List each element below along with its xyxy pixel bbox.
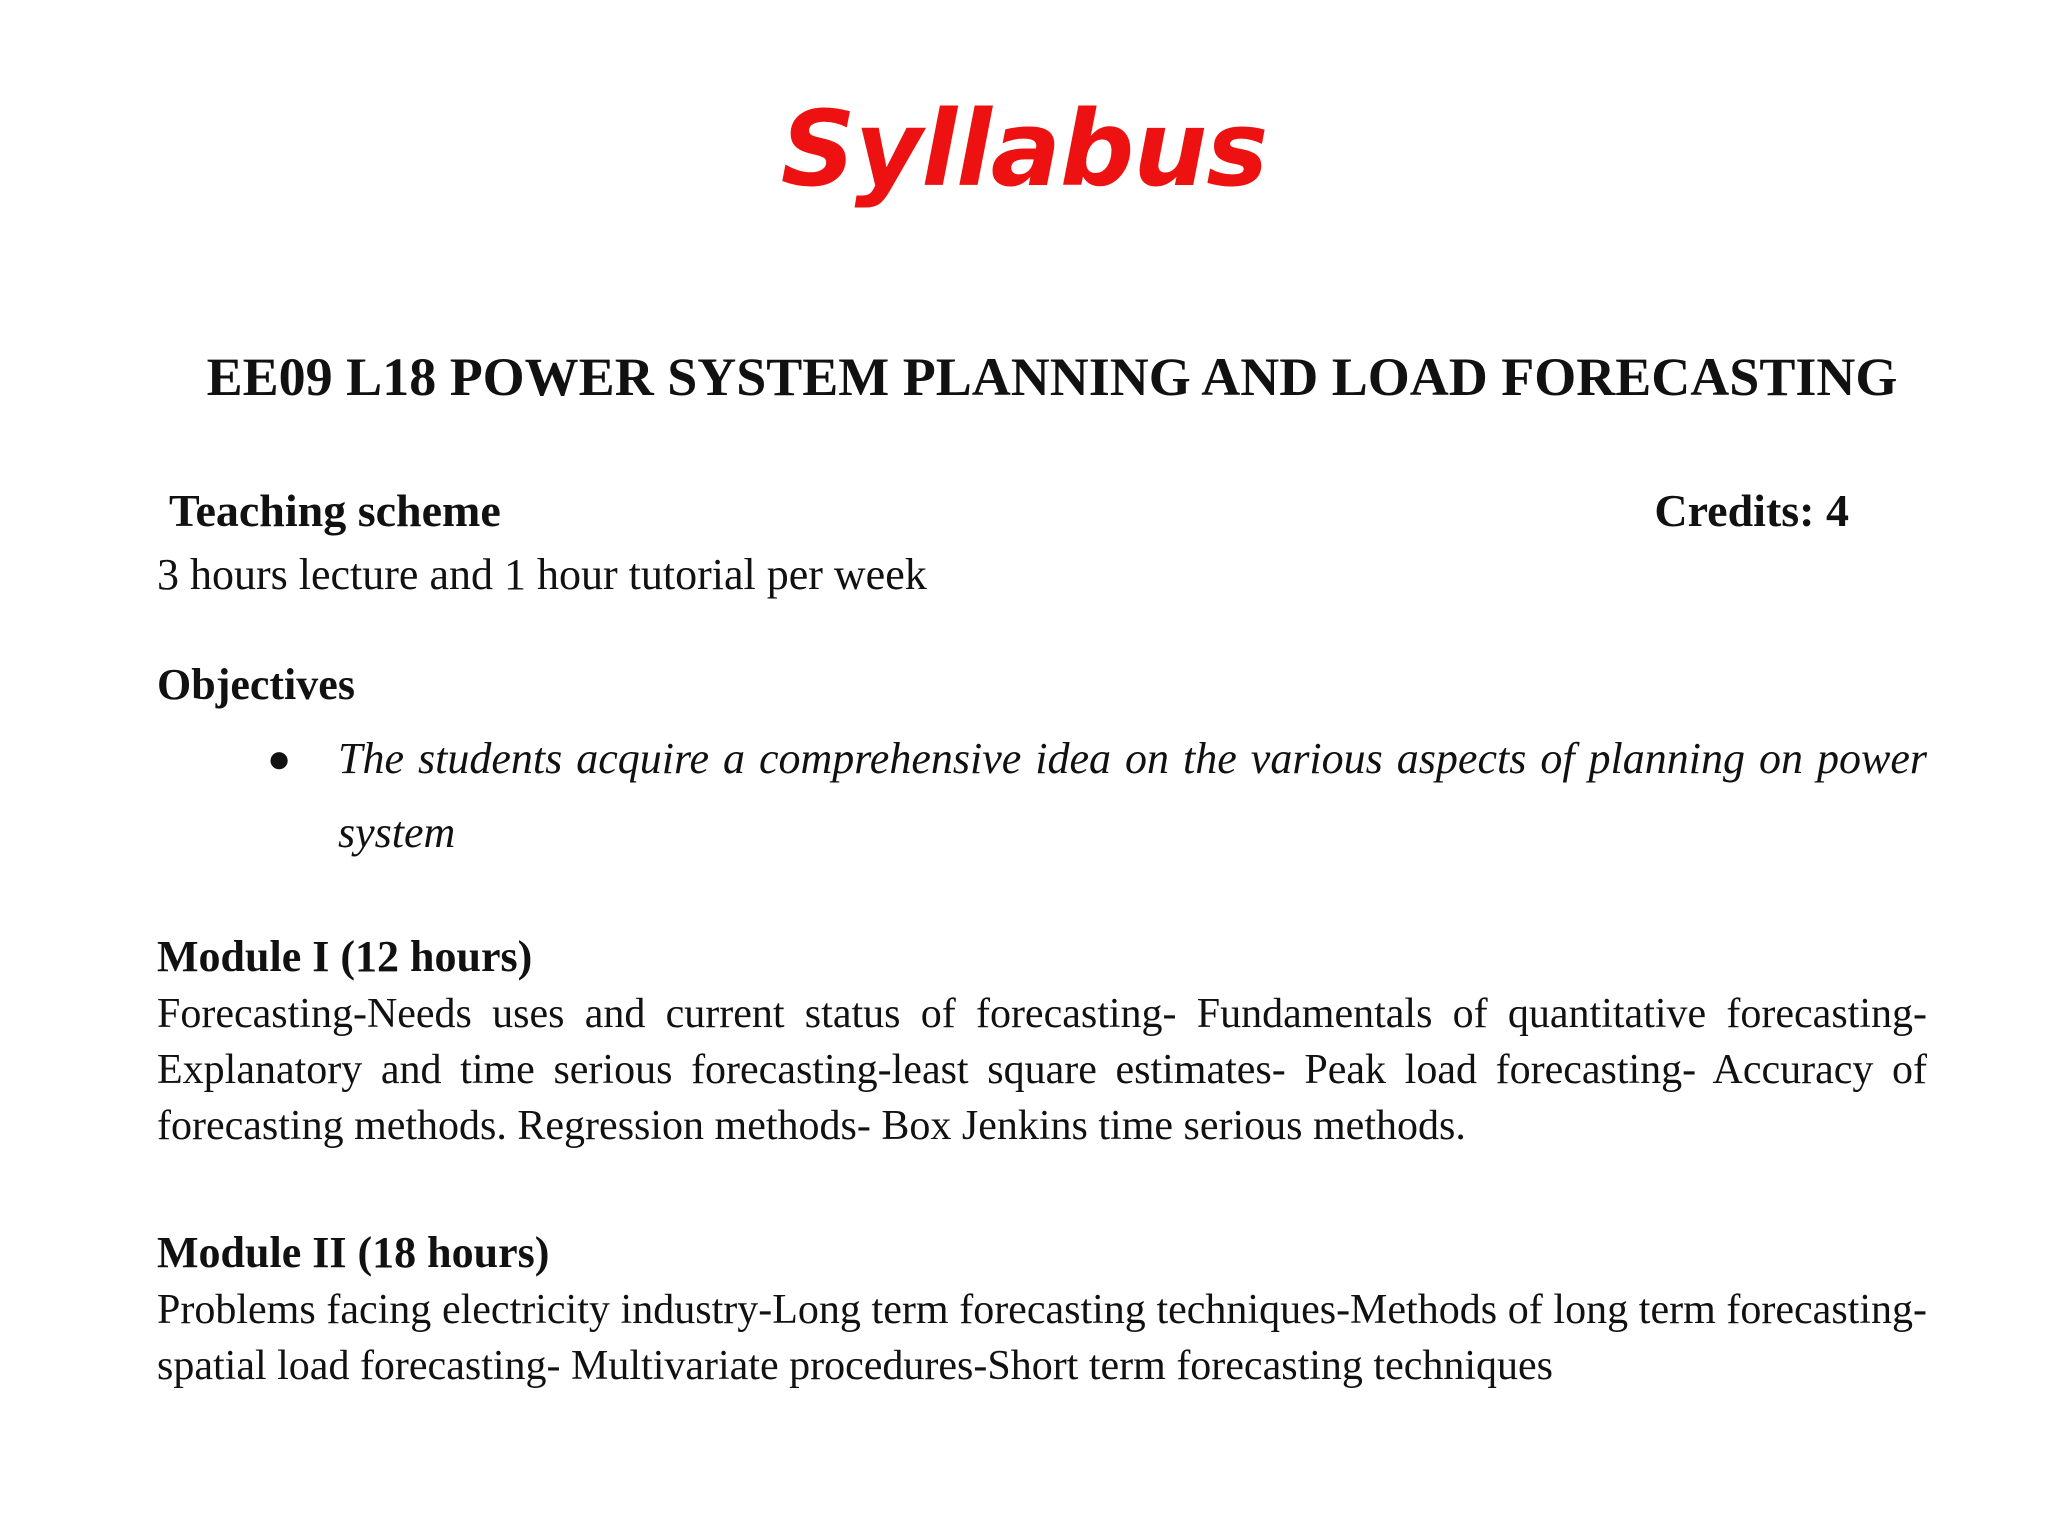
objectives-list (157, 722, 1927, 870)
course-title: EE09 L18 POWER SYSTEM PLANNING AND LOAD FORECASTING (206, 347, 1898, 407)
bullet-icon: ● (267, 736, 292, 781)
objective-item (157, 722, 1927, 870)
objectives-heading: Objectives (157, 660, 355, 709)
teaching-scheme-row (157, 484, 1927, 546)
module-2-body: Problems facing electricity industry-Long term forecasting techniques-Methods of long term forecasting- spatial load forecasting- Multivariate procedures-Short term forecasting techniques (157, 1287, 1927, 1389)
objective-text: The students acquire a comprehensive idea on the various aspects of planning on power system (338, 734, 1927, 857)
credits-label: Credits: 4 (1654, 485, 1849, 536)
module-1-heading: Module I (12 hours) (157, 932, 533, 981)
module-2-heading: Module II (18 hours) (157, 1228, 550, 1277)
syllabus-document (157, 340, 1927, 1394)
teaching-scheme-text: 3 hours lecture and 1 hour tutorial per week (157, 550, 927, 599)
teaching-scheme-label: Teaching scheme (169, 485, 501, 536)
slide-title: Syllabus (780, 88, 1268, 210)
module-1-body: Forecasting-Needs uses and current status of forecasting- Fundamentals of quantitative forecasting- Explanatory and time serious forecasting-least square estimates- Peak load forecasting- Accuracy of forecasting methods. Regression methods- Box Jenkins time serious methods. (157, 991, 1927, 1149)
